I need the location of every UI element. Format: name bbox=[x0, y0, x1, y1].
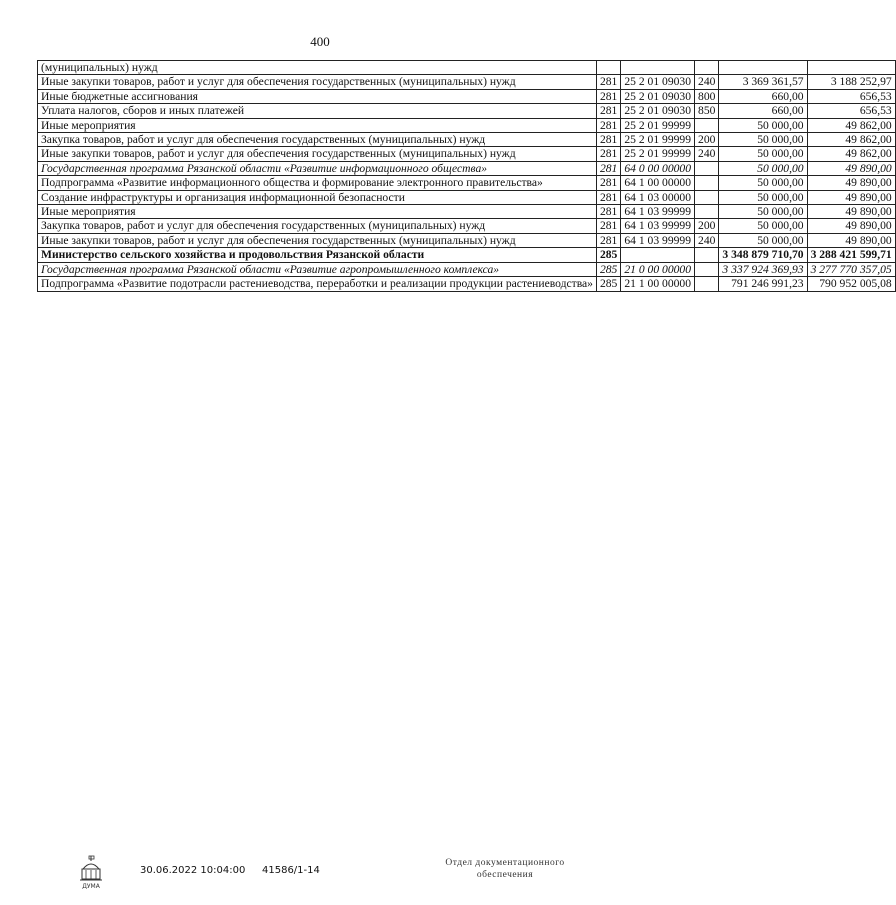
row-planned-amount: 3 348 879 710,70 bbox=[719, 248, 807, 262]
row-executed-amount: 49 862,00 bbox=[807, 118, 895, 132]
row-planned-amount: 50 000,00 bbox=[719, 205, 807, 219]
row-code: 281 bbox=[596, 118, 620, 132]
row-executed-amount: 49 890,00 bbox=[807, 176, 895, 190]
footer-department-stamp bbox=[420, 857, 590, 881]
row-name: Государственная программа Рязанской области «Развитие информационного общества» bbox=[38, 161, 597, 175]
row-executed-amount: 3 288 421 599,71 bbox=[807, 248, 895, 262]
row-expense-type bbox=[695, 61, 719, 75]
footer bbox=[0, 855, 640, 895]
row-executed-amount: 49 862,00 bbox=[807, 133, 895, 147]
row-name: Иные бюджетные ассигнования bbox=[38, 89, 597, 103]
row-name: Иные закупки товаров, работ и услуг для обеспечения государственных (муниципальных) нужд bbox=[38, 147, 597, 161]
row-executed-amount: 790 952 005,08 bbox=[807, 277, 895, 291]
row-expense-type bbox=[695, 248, 719, 262]
row-expense-type: 240 bbox=[695, 75, 719, 89]
row-executed-amount: 49 890,00 bbox=[807, 233, 895, 247]
row-planned-amount: 50 000,00 bbox=[719, 133, 807, 147]
row-name: Закупка товаров, работ и услуг для обеспечения государственных (муниципальных) нужд bbox=[38, 133, 597, 147]
table-row bbox=[38, 118, 896, 132]
row-target-article bbox=[621, 61, 695, 75]
row-planned-amount bbox=[719, 61, 807, 75]
table-row bbox=[38, 161, 896, 175]
table-row bbox=[38, 104, 896, 118]
row-planned-amount: 3 337 924 369,93 bbox=[719, 262, 807, 276]
table-row bbox=[38, 61, 896, 75]
row-code: 281 bbox=[596, 190, 620, 204]
row-expense-type bbox=[695, 262, 719, 276]
row-target-article: 64 1 03 99999 bbox=[621, 205, 695, 219]
row-code: 285 bbox=[596, 277, 620, 291]
row-target-article: 64 1 03 99999 bbox=[621, 233, 695, 247]
row-target-article: 21 1 00 00000 bbox=[621, 277, 695, 291]
row-executed-amount: 49 890,00 bbox=[807, 219, 895, 233]
table-row bbox=[38, 248, 896, 262]
row-expense-type bbox=[695, 161, 719, 175]
row-code: 281 bbox=[596, 205, 620, 219]
row-code: 281 bbox=[596, 176, 620, 190]
footer-department-line1: Отдел документационного bbox=[445, 858, 565, 868]
row-planned-amount: 50 000,00 bbox=[719, 176, 807, 190]
row-name: Иные закупки товаров, работ и услуг для обеспечения государственных (муниципальных) нужд bbox=[38, 75, 597, 89]
row-target-article: 25 2 01 99999 bbox=[621, 147, 695, 161]
row-expense-type: 200 bbox=[695, 219, 719, 233]
row-code bbox=[596, 61, 620, 75]
row-name: Иные мероприятия bbox=[38, 118, 597, 132]
page-number: 400 bbox=[310, 34, 330, 49]
row-target-article: 64 1 03 99999 bbox=[621, 219, 695, 233]
row-planned-amount: 50 000,00 bbox=[719, 219, 807, 233]
row-planned-amount: 50 000,00 bbox=[719, 190, 807, 204]
table-row bbox=[38, 133, 896, 147]
footer-datetime: 30.06.2022 10:04:00 bbox=[140, 865, 246, 876]
row-planned-amount: 50 000,00 bbox=[719, 118, 807, 132]
row-planned-amount: 660,00 bbox=[719, 104, 807, 118]
duma-logo-icon bbox=[78, 855, 104, 891]
row-code: 285 bbox=[596, 262, 620, 276]
row-planned-amount: 791 246 991,23 bbox=[719, 277, 807, 291]
row-expense-type: 800 bbox=[695, 89, 719, 103]
row-executed-amount bbox=[807, 61, 895, 75]
row-code: 281 bbox=[596, 233, 620, 247]
row-expense-type: 200 bbox=[695, 133, 719, 147]
logo-text: ДУМА bbox=[82, 883, 100, 890]
row-target-article: 64 1 00 00000 bbox=[621, 176, 695, 190]
row-executed-amount: 3 188 252,97 bbox=[807, 75, 895, 89]
row-executed-amount: 656,53 bbox=[807, 104, 895, 118]
row-target-article: 25 2 01 09030 bbox=[621, 89, 695, 103]
table-row bbox=[38, 75, 896, 89]
row-name: Иные закупки товаров, работ и услуг для обеспечения государственных (муниципальных) нужд bbox=[38, 233, 597, 247]
row-planned-amount: 50 000,00 bbox=[719, 233, 807, 247]
row-planned-amount: 50 000,00 bbox=[719, 147, 807, 161]
row-expense-type bbox=[695, 118, 719, 132]
row-executed-amount: 656,53 bbox=[807, 89, 895, 103]
row-target-article: 64 1 03 00000 bbox=[621, 190, 695, 204]
row-name: Закупка товаров, работ и услуг для обеспечения государственных (муниципальных) нужд bbox=[38, 219, 597, 233]
row-expense-type bbox=[695, 176, 719, 190]
table-row bbox=[38, 190, 896, 204]
table-row bbox=[38, 176, 896, 190]
row-expense-type: 240 bbox=[695, 233, 719, 247]
table-row bbox=[38, 262, 896, 276]
table-row bbox=[38, 233, 896, 247]
row-planned-amount: 50 000,00 bbox=[719, 161, 807, 175]
row-planned-amount: 660,00 bbox=[719, 89, 807, 103]
table-row bbox=[38, 147, 896, 161]
row-expense-type bbox=[695, 190, 719, 204]
row-code: 281 bbox=[596, 147, 620, 161]
row-executed-amount: 49 890,00 bbox=[807, 161, 895, 175]
row-target-article: 25 2 01 99999 bbox=[621, 118, 695, 132]
row-name: Подпрограмма «Развитие подотрасли растениеводства, переработки и реализации продукции растениеводства» bbox=[38, 277, 597, 291]
row-name: (муниципальных) нужд bbox=[38, 61, 597, 75]
table-row bbox=[38, 89, 896, 103]
row-target-article: 21 0 00 00000 bbox=[621, 262, 695, 276]
row-planned-amount: 3 369 361,57 bbox=[719, 75, 807, 89]
row-expense-type bbox=[695, 205, 719, 219]
row-target-article: 25 2 01 09030 bbox=[621, 104, 695, 118]
footer-doc-number: 41586/1-14 bbox=[262, 865, 320, 876]
row-expense-type bbox=[695, 277, 719, 291]
row-target-article: 25 2 01 09030 bbox=[621, 75, 695, 89]
row-name: Иные мероприятия bbox=[38, 205, 597, 219]
row-name: Государственная программа Рязанской области «Развитие агропромышленного комплекса» bbox=[38, 262, 597, 276]
row-name: Создание инфраструктуры и организация информационной безопасности bbox=[38, 190, 597, 204]
row-executed-amount: 49 862,00 bbox=[807, 147, 895, 161]
row-code: 285 bbox=[596, 248, 620, 262]
footer-department-line2: обеспечения bbox=[476, 870, 534, 880]
row-name: Уплата налогов, сборов и иных платежей bbox=[38, 104, 597, 118]
row-name: Подпрограмма «Развитие информационного общества и формирование электронного правительства» bbox=[38, 176, 597, 190]
budget-table bbox=[37, 60, 896, 292]
row-executed-amount: 49 890,00 bbox=[807, 190, 895, 204]
row-name: Министерство сельского хозяйства и продовольствия Рязанской области bbox=[38, 248, 597, 262]
row-expense-type: 240 bbox=[695, 147, 719, 161]
row-code: 281 bbox=[596, 161, 620, 175]
row-code: 281 bbox=[596, 219, 620, 233]
row-target-article bbox=[621, 248, 695, 262]
table-row bbox=[38, 205, 896, 219]
row-target-article: 64 0 00 00000 bbox=[621, 161, 695, 175]
row-code: 281 bbox=[596, 104, 620, 118]
row-code: 281 bbox=[596, 75, 620, 89]
row-executed-amount: 3 277 770 357,05 bbox=[807, 262, 895, 276]
table-row bbox=[38, 219, 896, 233]
row-target-article: 25 2 01 99999 bbox=[621, 133, 695, 147]
row-code: 281 bbox=[596, 89, 620, 103]
table-row bbox=[38, 277, 896, 291]
row-code: 281 bbox=[596, 133, 620, 147]
row-expense-type: 850 bbox=[695, 104, 719, 118]
row-executed-amount: 49 890,00 bbox=[807, 205, 895, 219]
